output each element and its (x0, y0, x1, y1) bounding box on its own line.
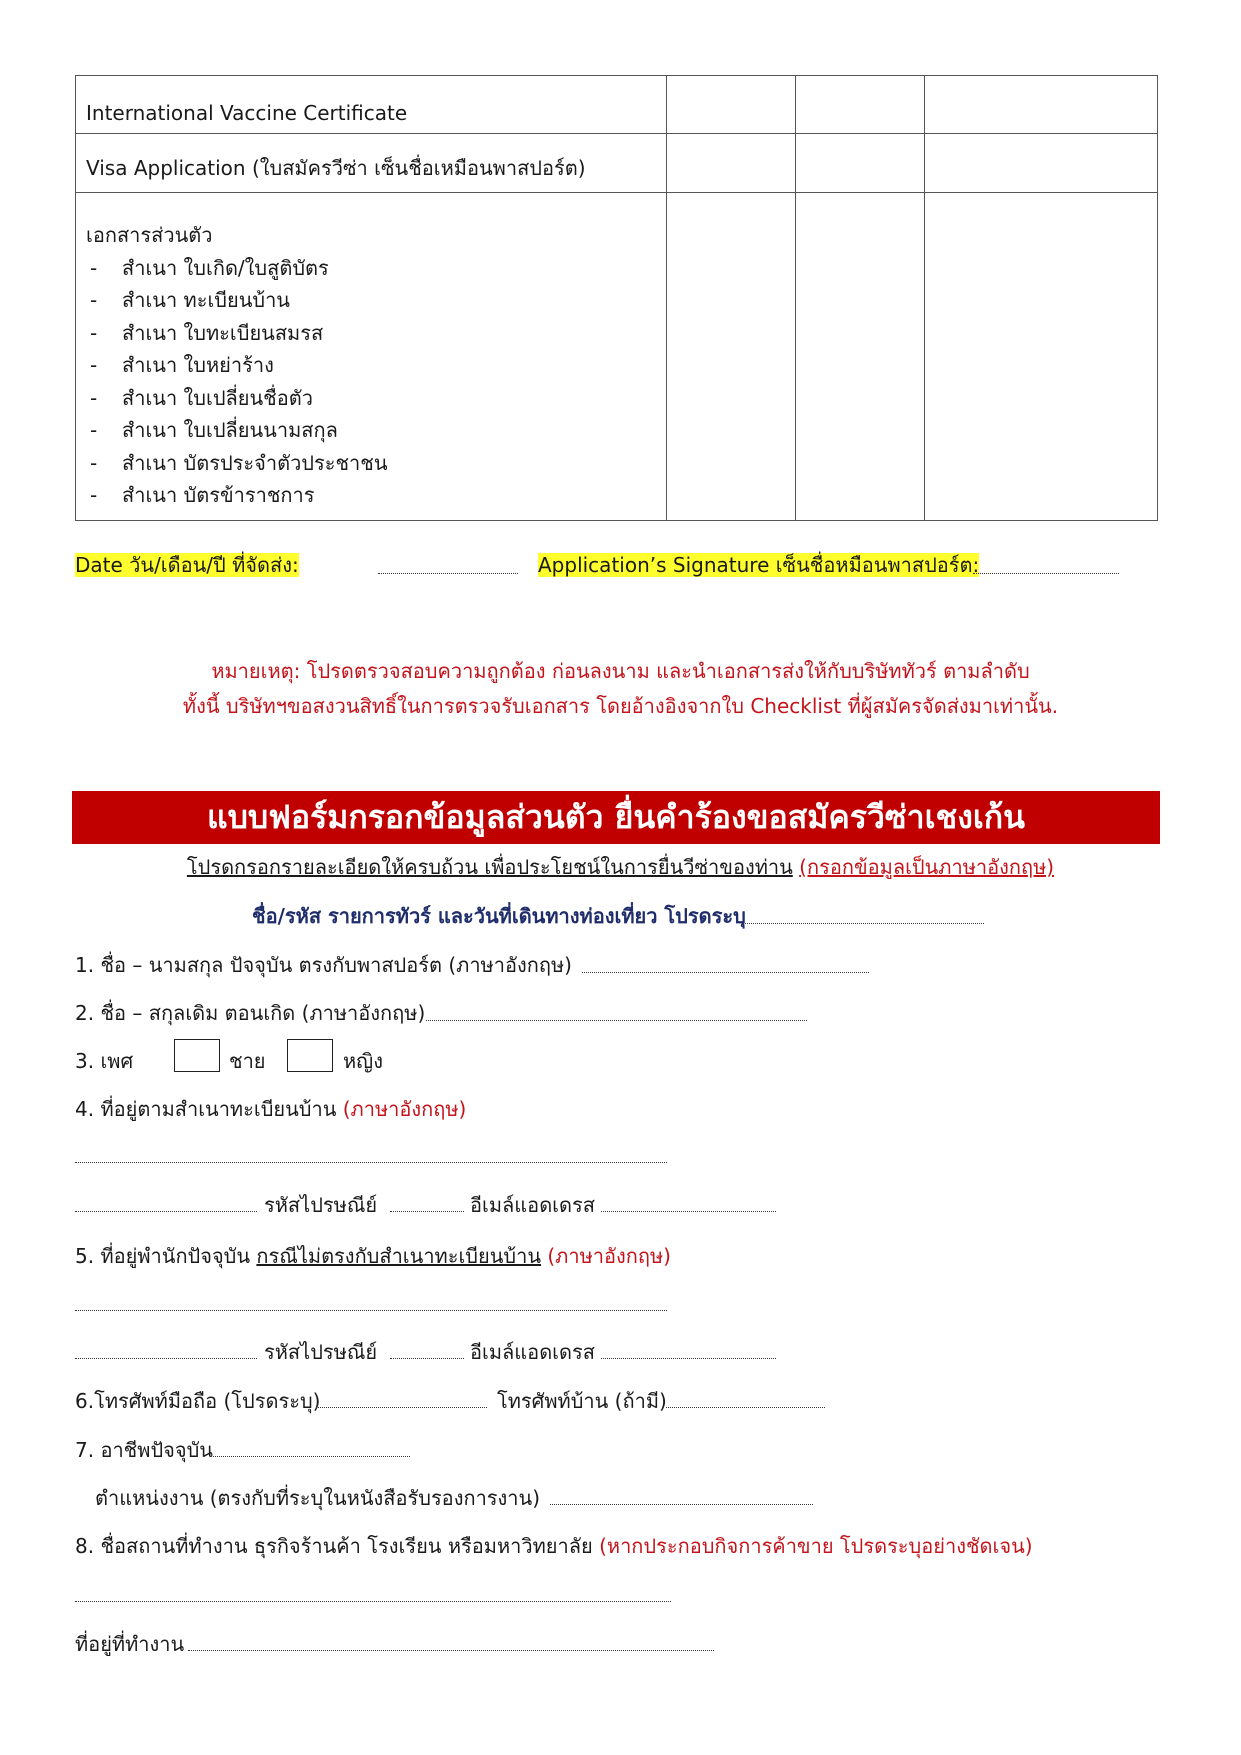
checklist-subitem: - สำเนา ใบเกิด/ใบสูติบัตร (90, 255, 329, 280)
applicant-signature-field (538, 549, 979, 581)
signature-label: Application’s Signature เซ็นชื่อหมือนพาสปอร์ต: (538, 553, 980, 577)
checklist-doc-name: Visa Application (ใบสมัครวีซ่า เซ็นชื่อเหมือนพาสปอร์ต) (76, 134, 667, 193)
date-sent-label: Date วัน/เดือน/ปี ที่จัดส่ง: (75, 553, 299, 577)
email-label: อีเมล์แอดเดรส (470, 1193, 595, 1217)
instruction-english-note: (กรอกข้อมูลเป็นภาษาอังกฤษ) (799, 855, 1055, 879)
q5-address-line[interactable] (75, 1309, 667, 1311)
female-checkbox[interactable] (287, 1039, 333, 1072)
checklist-personal-docs (76, 193, 667, 521)
english-note: (ภาษาอังกฤษ) (547, 1244, 671, 1268)
q1-current-name-label: 1. ชื่อ – นามสกุล ปัจจุบัน ตรงกับพาสปอร์ต (ภาษาอังกฤษ) (75, 953, 572, 977)
checklist-cell[interactable] (925, 134, 1158, 193)
date-sent-line[interactable] (378, 572, 518, 574)
checklist-subitem: - สำเนา ใบทะเบียนสมรส (90, 320, 324, 345)
document-checklist-table (75, 75, 1158, 521)
checklist-cell[interactable] (925, 193, 1158, 521)
note-line-2: ทั้งนี้ บริษัทฯขอสงวนสิทธิ์ในการตรวจรับเอกสาร โดยอ้างอิงจากใบ Checklist ที่ผู้สมัครจัดส่งมาเท่านั้น. (182, 694, 1059, 718)
occupation-line[interactable] (213, 1455, 410, 1457)
checklist-subitem: - สำเนา ทะเบียนบ้าน (90, 288, 290, 312)
checklist-cell[interactable] (796, 76, 925, 134)
q3-gender-label: 3. เพศ (75, 1049, 134, 1073)
checklist-subitem: - สำเนา บัตรประจำตัวประชาชน (90, 450, 388, 475)
q5-address-line-2[interactable] (75, 1357, 257, 1359)
checklist-subitem: - สำเนา ใบเปลี่ยนนามสกุล (90, 418, 338, 442)
q7-occupation-label: 7. อาชีพปัจจุบัน (75, 1438, 213, 1462)
email-label: อีเมล์แอดเดรส (470, 1340, 595, 1364)
form-banner-title: แบบฟอร์มกรอกข้อมูลส่วนตัว ยื่นคำร้องขอสมัครวีซ่าเชงเก้น (72, 791, 1160, 844)
checklist-subitem: - สำเนา บัตรข้าราชการ (90, 483, 315, 507)
checklist-cell[interactable] (925, 76, 1158, 134)
postcode-line[interactable] (390, 1357, 464, 1359)
q6-mobile-label: 6.โทรศัพท์มือถือ (โปรดระบุ) (75, 1389, 321, 1413)
q4-registered-address-label: 4. ที่อยู่ตามสำเนาทะเบียนบ้าน (ภาษาอังกฤษ) (75, 1097, 467, 1121)
tour-info-line[interactable] (742, 922, 984, 924)
checklist-cell[interactable] (796, 134, 925, 193)
q8-note: (หากประกอบกิจการค้าขาย โปรดระบุอย่างชัดเจน) (599, 1534, 1033, 1558)
female-label: หญิง (343, 1049, 383, 1073)
male-label: ชาย (229, 1049, 266, 1073)
q2-birth-name-label: 2. ชื่อ – สกุลเดิม ตอนเกิด (ภาษาอังกฤษ) (75, 1001, 426, 1025)
instruction-text: โปรดกรอกรายละเอียดให้ครบถ้วน เพื่อประโยชน์ในการยื่นวีซ่าของท่าน (186, 855, 793, 879)
q5-condition: กรณีไม่ตรงกับสำเนาทะเบียนบ้าน (256, 1244, 541, 1268)
q4-address-line-2[interactable] (75, 1210, 257, 1212)
work-address-label: ที่อยู่ที่ทำงาน (75, 1632, 185, 1656)
form-instruction (0, 851, 1241, 883)
checklist-subitem: - สำเนา ใบเปลี่ยนชื่อตัว (90, 385, 313, 410)
position-line[interactable] (550, 1503, 813, 1505)
q5-current-address-label: 5. ที่อยู่พำนักปัจจุบัน กรณีไม่ตรงกับสำเนาทะเบียนบ้าน (ภาษาอังกฤษ) (75, 1244, 671, 1268)
q2-birth-name-line[interactable] (426, 1019, 807, 1021)
checklist-doc-name: International Vaccine Certificate (76, 76, 667, 134)
tour-info-label: ชื่อ/รหัส รายการทัวร์ และวันที่เดินทางท่องเที่ยว โปรดระบุ (252, 904, 746, 928)
work-address-line[interactable] (188, 1649, 714, 1651)
q6-home-phone-label: โทรศัพท์บ้าน (ถ้ามี) (497, 1389, 667, 1413)
postcode-label: รหัสไปรษณีย์ (264, 1193, 378, 1217)
email-line[interactable] (601, 1210, 776, 1212)
note-line-1: หมายเหตุ: โปรดตรวจสอบความถูกต้อง ก่อนลงนาม และนำเอกสารส่งให้กับบริษัททัวร์ ตามลำดับ (211, 659, 1030, 683)
q8-workplace-label: 8. ชื่อสถานที่ทำงาน ธุรกิจร้านค้า โรงเรียน หรือมหาวิทยาลัย (หากประกอบกิจการค้าขาย โปรดระบุอย่างชัดเจน) (75, 1534, 1033, 1558)
mobile-line[interactable] (316, 1406, 487, 1408)
email-line[interactable] (601, 1357, 776, 1359)
q7-position-label: ตำแหน่งงาน (ตรงกับที่ระบุในหนังสือรับรองการงาน) (95, 1486, 541, 1510)
checklist-row (76, 193, 1158, 521)
q1-current-name-line[interactable] (582, 971, 869, 973)
checklist-subitem: - สำเนา ใบหย่าร้าง (90, 353, 274, 377)
checklist-row (76, 134, 1158, 193)
postcode-line[interactable] (390, 1210, 464, 1212)
checklist-cell[interactable] (796, 193, 925, 521)
signature-line[interactable] (973, 572, 1119, 574)
checklist-cell[interactable] (667, 76, 796, 134)
home-phone-line[interactable] (666, 1406, 825, 1408)
q4-address-line[interactable] (75, 1161, 667, 1163)
english-note: (ภาษาอังกฤษ) (342, 1097, 467, 1121)
checklist-cell[interactable] (667, 134, 796, 193)
workplace-line[interactable] (75, 1600, 671, 1602)
checklist-doc-name: เอกสารส่วนตัว (86, 223, 213, 247)
postcode-label: รหัสไปรษณีย์ (264, 1340, 378, 1364)
checklist-cell[interactable] (667, 193, 796, 521)
checklist-row (76, 76, 1158, 134)
male-checkbox[interactable] (174, 1039, 220, 1072)
date-sent-field (75, 549, 299, 581)
